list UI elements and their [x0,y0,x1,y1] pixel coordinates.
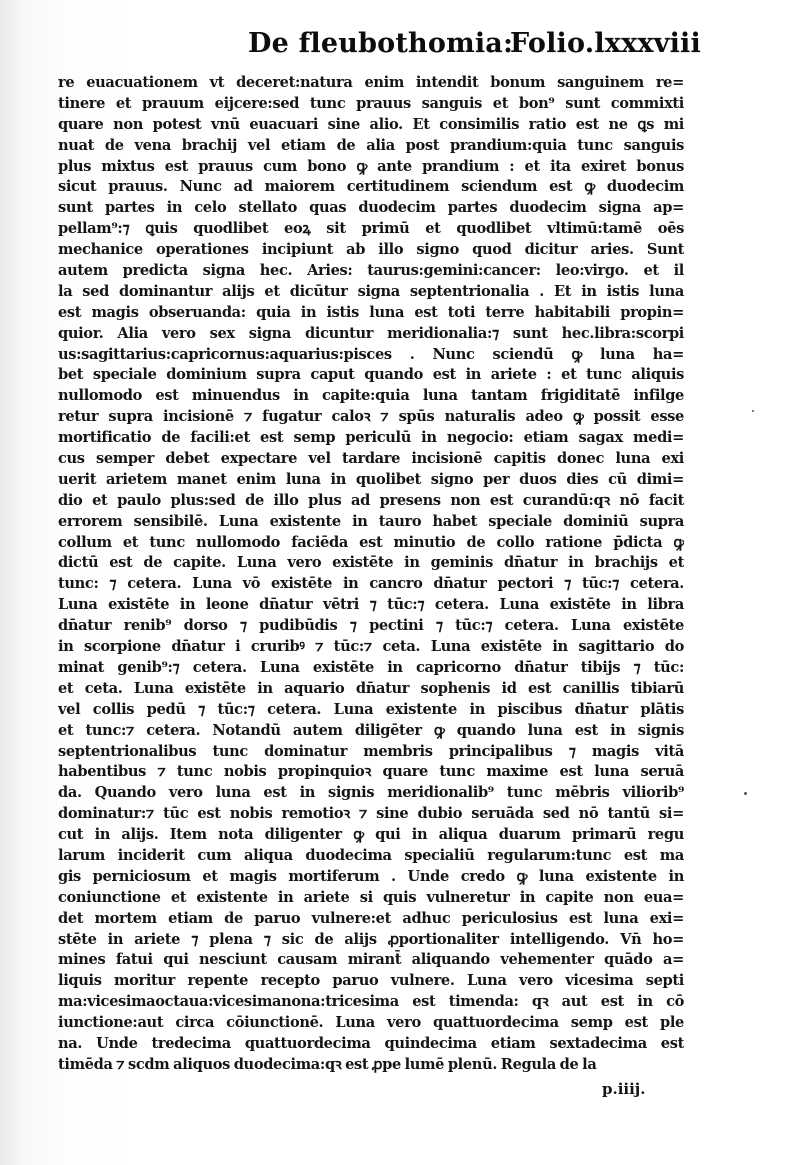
text-line: quare non potest vnū euacuari sine alio. Et consimilis ratio est ne ꝗs mi [58,115,684,133]
text-line: sunt partes in celo stellato quas duodecim partes duodecim signa ap= [58,199,684,217]
text-line: nuat de vena brachij vel etiam de alia post prandium:quia tunc sanguis [58,136,684,154]
text-line: pellam⁹:⁊ ꝗuis quodlibet eoꝝ sit primū et quodlibet vltimū:tamē oēs [58,220,684,238]
text-line: septentrionalibus tunc dominatur membris principalibus ⁊ magis vitā [58,742,684,760]
signature-mark: p.iiij. [602,1080,646,1098]
text-line: errorem sensibilē. Luna existente in tauro habet speciale dominiū supra [58,512,684,530]
ink-speck [752,410,754,412]
text-line: us:sagittarius:capricornus:aquarius:pisces . Nunc sciendū ꝙ luna ha= [58,345,684,363]
text-line: larum inciderit cum aliqua duodecima specialiū regularum:tunc est ma [58,846,684,864]
text-line: timēda ⁊ scdm aliquos duodecima:qꝛ est ꝓpe lumē plenū. Regula de la [58,1055,597,1073]
ink-speck [744,792,747,795]
text-line: bet speciale dominium supra caput quando est in ariete : et tunc aliquis [58,366,684,384]
text-line: dictū est de capite. Luna vero existēte in geminis dn̄atur in brachijs et [58,554,684,572]
text-line: dio et paulo plus:sed de illo plus ad presens non est curandū:qꝛ nō facit [58,491,684,509]
text-line: tinere et prauum eijcere:sed tunc prauus sanguis et bon⁹ sunt commixti [58,94,684,112]
text-line: in scorpione dn̄atur i cruribꝰ ⁊ tūc:⁊ ceta. Luna existēte in sagittario do [58,638,684,656]
text-line: mortificatio de facili:et est semp periculū in negocio: etiam sagax medi= [58,429,684,447]
text-line: minat genib⁹:⁊ cetera. Luna existēte in capricorno dn̄atur tibijs ⁊ tūc: [58,658,684,676]
text-line: liquis moritur repente recepto paruo vulnere. Luna vero vicesima septi [58,972,684,990]
text-line: na. Unde tredecima quattuordecima quindecima etiam sextadecima est [58,1034,684,1052]
header-title: De fleubothomia: [248,28,514,59]
text-line: autem predicta signa hec. Aries: taurus:gemini:cancer: leo:virgo. et il [58,262,684,280]
text-line: gis perniciosum et magis mortiferum . Unde credo ꝙ luna existente in [58,867,684,885]
body-text-block [58,73,684,1103]
text-line: coniunctione et existente in ariete si quis vulneretur in capite non eua= [58,888,684,906]
text-line: uerit arietem manet enim luna in quolibet signo per duos dies cū dimi= [58,470,684,488]
text-line: nullomodo est minuendus in capite:quia luna tantam frigiditatē infilge [58,387,684,405]
text-line: det mortem etiam de paruo vulnere:et adhuc periculosius est luna exi= [58,909,684,927]
text-line: plus mixtus est prauus cum bono ꝙ ante prandium : et ita exiret bonus [58,157,684,175]
text-line: Luna existēte in leone dn̄atur vētri ⁊ tūc:⁊ cetera. Luna existēte in libra [58,596,684,614]
text-line: vel collis pedū ⁊ tūc:⁊ cetera. Luna existente in piscibus dn̄atur plātis [58,700,684,718]
text-line: cut in alijs. Item nota diligenter ꝙ qui in aliqua duarum primarū regu [58,826,684,844]
text-line: mechanice operationes incipiunt ab illo signo quod dicitur aries. Sunt [58,241,684,259]
text-line: cus semper debet expectare vel tardare incisionē capitis donec luna exi [58,450,684,468]
text-line: tunc: ⁊ cetera. Luna vō existēte in cancro dn̄atur pectori ⁊ tūc:⁊ cetera. [58,575,684,593]
text-line: quior. Alia vero sex signa dicuntur meridionalia:⁊ sunt hec.libra:scorpi [58,324,684,342]
text-line: et tunc:⁊ cetera. Notandū autem diligēter ꝙ quando luna est in signis [58,721,684,739]
text-line: iunctione:aut circa cōiunctionē. Luna vero quattuordecima semp est ple [58,1014,684,1032]
folio-number: Folio.lxxxviii [510,28,701,59]
text-line: re euacuationem vt deceret:natura enim intendit bonum sanguinem re= [58,74,684,91]
text-line: dominatur:⁊ tūc est nobis remotioꝛ ⁊ sine dubio seruāda sed nō tantū si= [58,805,684,823]
text-line: dn̄atur renib⁹ dorso ⁊ pudibūdis ⁊ pectini ⁊ tūc:⁊ cetera. Luna existēte [58,617,684,635]
text-line: retur supra incisionē ⁊ fugatur caloꝛ ⁊ spūs naturalis adeo ꝙ possit esse [58,408,684,426]
text-line: da. Quando vero luna est in signis meridionalib⁹ tunc mēbris viliorib⁹ [58,784,684,802]
text-line: est magis obseruanda: quia in istis luna est toti terre habitabili propin= [58,303,684,321]
text-line: habentibus ⁊ tunc nobis propinquioꝛ quare tunc maxime est luna seruā [58,763,684,781]
text-line: et ceta. Luna existēte in aquario dn̄atur sophenis id est canillis tibiarū [58,679,684,697]
text-line: mines fatui qui nesciunt causam mirant̄ aliquando vehementer quādo a= [58,951,684,969]
text-line: la sed dominantur alijs et dicūtur signa septentrionalia . Et in istis luna [58,282,684,300]
text-line: ma:vicesimaoctaua:vicesimanona:tricesima est timenda: qꝛ aut est in cō [58,993,684,1011]
text-line: stēte in ariete ⁊ plena ⁊ sic de alijs ꝓportionaliter intelligendo. Vn̄ ho= [58,930,684,948]
text-line: collum et tunc nullomodo faciēda est minutio de collo ratione p̄dicta ꝙ [58,533,684,551]
running-header [248,24,701,68]
text-line: sicut prauus. Nunc ad maiorem certitudinem sciendum est ꝙ duodecim [58,178,684,196]
